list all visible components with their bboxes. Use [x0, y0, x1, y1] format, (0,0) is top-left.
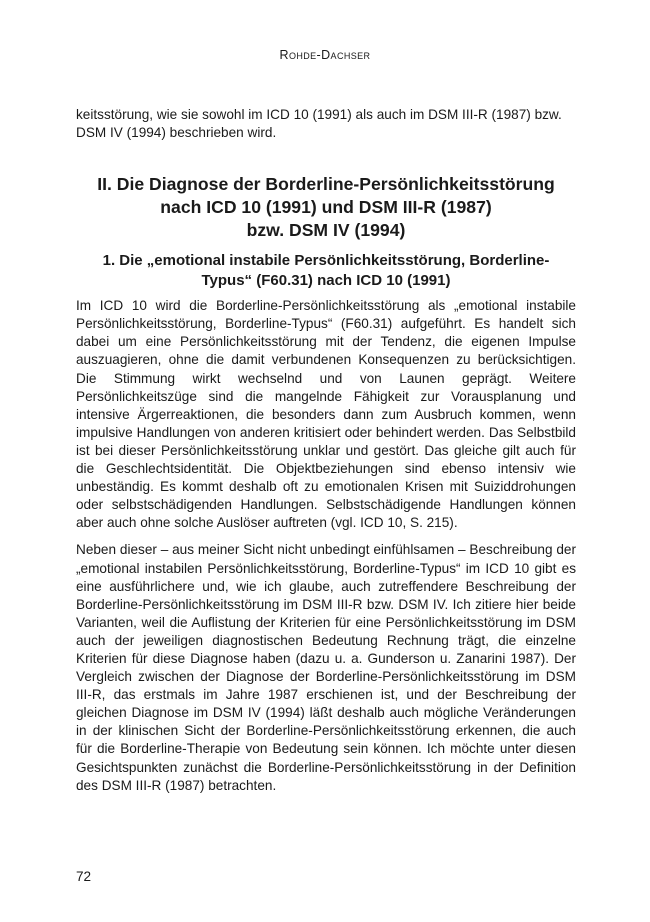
subsection-heading-line-1: 1. Die „emotional instabile Persönlichkeitsstörung, Borderline-	[102, 252, 550, 270]
section-heading	[76, 173, 576, 242]
section-heading-line-3: bzw. DSM IV (1994)	[246, 220, 406, 241]
subsection-heading-line-2: Typus“ (F60.31) nach ICD 10 (1991)	[201, 272, 451, 290]
page-number: 72	[76, 869, 92, 884]
running-head-text: Rohde-Dachser	[279, 48, 371, 62]
page-body	[76, 106, 576, 795]
body-paragraph-2: Neben dieser – aus meiner Sicht nicht unbedingt einfühlsamen – Beschreibung der „emotional instabilen Persönlichkeitsstörung, Borderline-Typus“ im ICD 10 gibt es eine ausführlichere und, wie ich glaube, auch zutreffendere Beschreibung der Borderline-Persönlichkeitsstörung im DSM III-R bzw. DSM IV. Ich zitiere hier beide Varianten, weil die Auflistung der Kriterien für eine Persönlichkeitsstörung im DSM auch der jeweiligen diagnostischen Bedeutung Rechnung trägt, die einzelne Kriterien für diese Diagnose haben (dazu u. a. Gunderson u. Zanarini 1987). Der Vergleich zwischen der Diagnose der Borderline-Persönlichkeitsstörung im DSM III-R, das erstmals im Jahre 1987 erschienen ist, und der Beschreibung der gleichen Diagnose im DSM IV (1994) läßt deshalb auch mögliche Veränderungen in der klinischen Sicht der Borderline-Persönlichkeitsstörung erkennen, die auch für die Borderline-Therapie von Bedeutung sein können. Ich möchte unter diesen Gesichtspunkten zunächst die Borderline-Persönlichkeitsstörung in der Definition des DSM III-R (1987) betrachten.	[76, 542, 576, 793]
section-heading-line-2: nach ICD 10 (1991) und DSM III-R (1987)	[160, 197, 492, 218]
running-head	[0, 48, 650, 62]
subsection-heading	[76, 251, 576, 291]
continuation-paragraph: keitsstörung, wie sie sowohl im ICD 10 (1991) als auch im DSM III-R (1987) bzw. DSM IV (1994) beschrieben wird.	[76, 107, 562, 141]
body-paragraph-1: Im ICD 10 wird die Borderline-Persönlichkeitsstörung als „emotional instabile Persönlichkeitsstörung, Borderline-Typus“ (F60.31) aufgeführt. Es handelt sich dabei um eine Persönlichkeitsstörung mit der Tendenz, die eigenen Impulse auszuagieren, ohne die damit verbundenen Konsequenzen zu berücksichtigen. Die Stimmung wirkt wechselnd und von Launen geprägt. Weitere Persönlichkeitszüge sind die mangelnde Fähigkeit zur Vorausplanung und intensive Ärgerreaktionen, die besonders dann zum Ausbruch kommen, wenn impulsive Handlungen von anderen kritisiert oder behindert werden. Das Selbstbild ist bei dieser Persönlichkeitsstörung unklar und gestört. Das gleiche gilt auch für die Geschlechtsidentität. Die Objektbeziehungen sind ebenso intensiv wie unbeständig. Es kommt deshalb oft zu emotionalen Krisen mit Suiziddrohungen oder selbstschädigenden Handlungen. Selbstschädigende Handlungen können aber auch ohne solche Auslöser auftreten (vgl. ICD 10, S. 215).	[76, 298, 576, 531]
section-heading-line-1: II. Die Diagnose der Borderline-Persönlichkeitsstörung	[97, 174, 555, 195]
